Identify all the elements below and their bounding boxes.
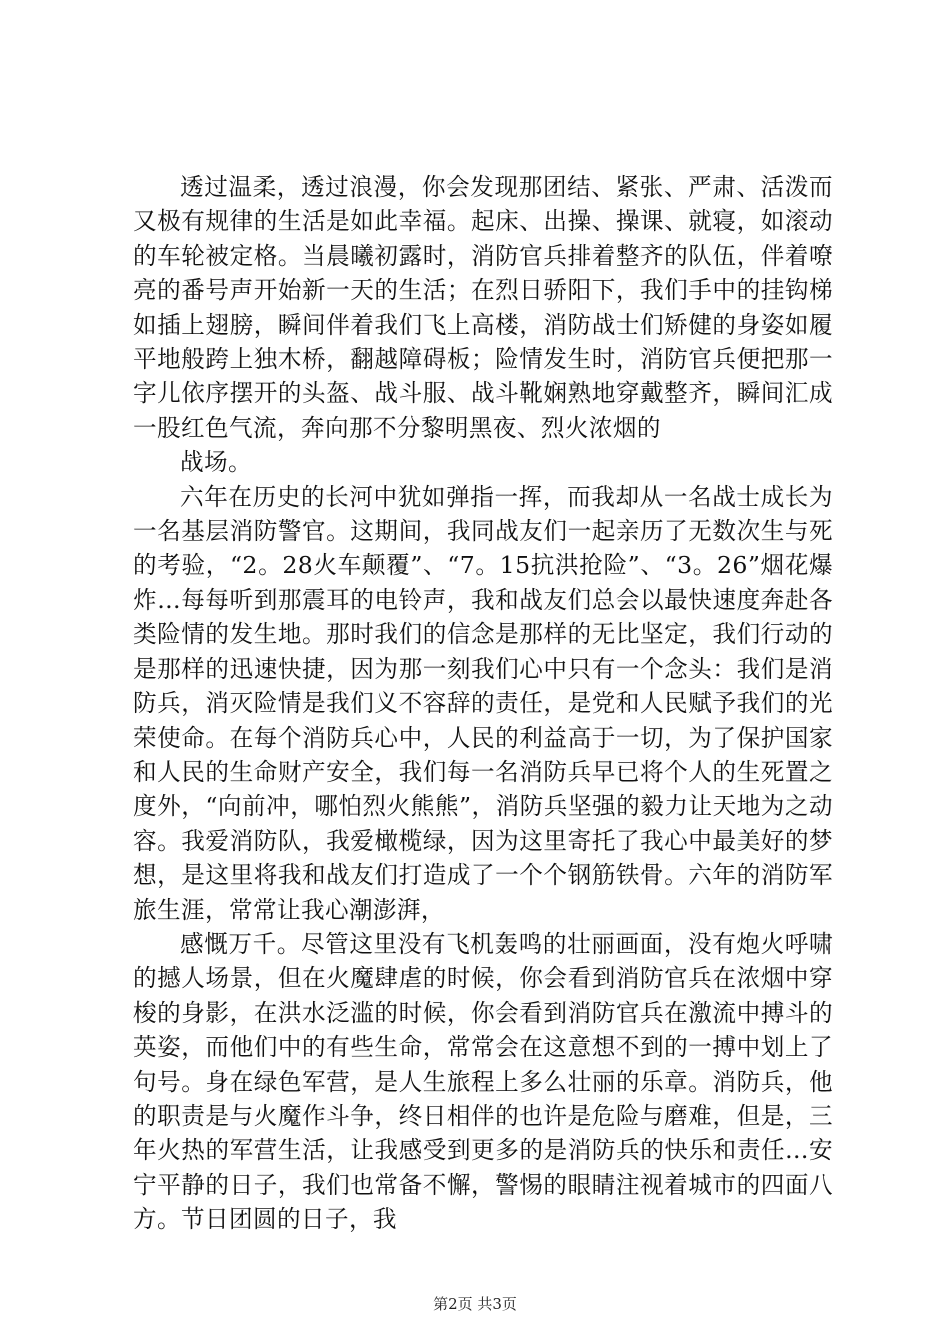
paragraph-4: 感慨万千。尽管这里没有飞机轰鸣的壮丽画面，没有炮火呼啸的撼人场景，但在火魔肆虐的时候，你会看到消防官兵在浓烟中穿梭的身影，在洪水泛滥的时候，你会看到消防官兵在激流中搏斗的英姿，而他们中的有些生命，常常会在这意想不到的一搏中划上了句号。身在绿色军营，是人生旅程上多么壮丽的乐章。消防兵，他的职责是与火魔作斗争，终日相伴的也许是危险与磨难，但是，三年火热的军营生活，让我感受到更多的是消防兵的快乐和责任...安宁平静的日子，我们也常备不懈，警惕的眼睛注视着城市的四面八方。节日团圆的日子，我 xyxy=(133,929,833,1234)
paragraph-3: 六年在历史的长河中犹如弹指一挥，而我却从一名战士成长为一名基层消防警官。这期间，我同战友们一起亲历了无数次生与死的考验，“2。28火车颠覆”、“7。15抗洪抢险”、“3。26”烟花爆炸…每每听到那震耳的电铃声，我和战友们总会以最快速度奔赴各类险情的发生地。那时我们的信念是那样的无比坚定，我们行动的是那样的迅速快捷，因为那一刻我们心中只有一个念头：我们是消防兵，消灭险情是我们义不容辞的责任，是党和人民赋予我们的光荣使命。在每个消防兵心中，人民的利益高于一切，为了保护国家和人民的生命财产安全，我们每一名消防兵早已将个人的生死置之度外，“向前冲，哪怕烈火熊熊”，消防兵坚强的毅力让天地为之动容。我爱消防队，我爱橄榄绿，因为这里寄托了我心中最美好的梦想，是这里将我和战友们打造成了一个个钢筋铁骨。六年的消防军旅生涯，常常让我心潮澎湃， xyxy=(133,482,833,924)
document-body xyxy=(133,170,833,1237)
paragraph-1: 透过温柔，透过浪漫，你会发现那团结、紧张、严肃、活泼而又极有规律的生活是如此幸福。起床、出操、操课、就寝，如滚动的车轮被定格。当晨曦初露时，消防官兵排着整齐的队伍，伴着嘹亮的番号声开始新一天的生活；在烈日骄阳下，我们手中的挂钩梯如插上翅膀，瞬间伴着我们飞上高楼，消防战士们矫健的身姿如履平地般跨上独木桥，翻越障碍板；险情发生时，消防官兵便把那一字儿依序摆开的头盔、战斗服、战斗靴娴熟地穿戴整齐，瞬间汇成一股红色气流，奔向那不分黎明黑夜、烈火浓烟的 xyxy=(133,173,833,442)
page-footer: 第2页 共3页 xyxy=(433,1295,517,1313)
paragraph-2: 战场。 xyxy=(180,448,252,477)
